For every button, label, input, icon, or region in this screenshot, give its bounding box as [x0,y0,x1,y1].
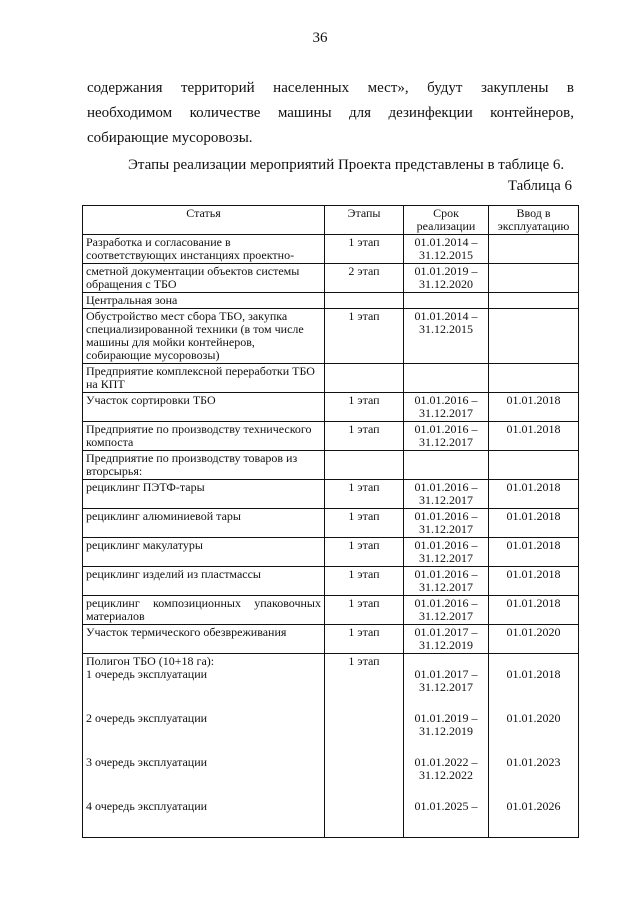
cell-period: 01.01.2016 – 31.12.2017 [404,509,489,538]
polygon-stage-period: 01.01.2019 – 31.12.2019 [414,711,478,738]
cell-stage: 1 этап [325,596,404,625]
cell-period [404,451,489,480]
polygon-stage-commissioning: 01.01.2020 [506,711,561,725]
cell-stage: 1 этап [325,509,404,538]
table-row [83,596,579,625]
table-header-row [83,206,579,235]
table-row [83,625,579,654]
cell-stage: 1 этап [325,422,404,451]
cell-period: 01.01.2016 – 31.12.2017 [404,538,489,567]
polygon-stage-period: 01.01.2017 – 31.12.2017 [414,667,478,694]
cell-stage: 1 этап [325,235,404,264]
polygon-stage-period: 01.01.2022 – 31.12.2022 [414,755,478,782]
header-commissioning: Ввод в эксплуатацию [489,206,579,235]
cell-period: 01.01.2019 – 31.12.2020 [404,264,489,293]
cell-stage: 1 этап [325,393,404,422]
cell-commissioning [489,309,579,364]
cell-commissioning [489,451,579,480]
table-row [83,235,579,264]
cell-stage: 1 этап [325,480,404,509]
cell-stage: 1 этап [325,538,404,567]
cell-period: 01.01.2016 – 31.12.2017 [404,567,489,596]
table-row [83,309,579,364]
polygon-cell-stage: 1 этап [325,654,404,838]
polygon-title: Полигон ТБО (10+18 га): [86,654,215,668]
cell-period: 01.01.2016 – 31.12.2017 [404,393,489,422]
stages-table [82,205,579,838]
cell-period [404,364,489,393]
cell-article: Участок термического обезвреживания [83,625,325,654]
cell-period: 01.01.2014 – 31.12.2015 [404,235,489,264]
paragraph-1-line-1: содержания территорий населенных мест», будут закуплены в [87,80,574,96]
cell-article: Предприятие по производству технического компоста [83,422,325,451]
polygon-stage-label: 3 очередь эксплуатации [86,755,208,769]
polygon-stage-label: 4 очередь эксплуатации [86,799,208,813]
cell-commissioning: 01.01.2020 [489,625,579,654]
polygon-stage-label: 2 очередь эксплуатации [86,711,208,725]
cell-stage [325,451,404,480]
cell-commissioning: 01.01.2018 [489,596,579,625]
table-row [83,538,579,567]
polygon-cell-article [83,654,325,838]
cell-article: Обустройство мест сбора ТБО, закупка специализированной техники (в том числе машины для мойки контейнеров, собирающие мусоровозы) [83,309,325,364]
paragraph-1-line-2: необходимом количестве машины для дезинфекции контейнеров, [87,105,574,121]
paragraph-2: Этапы реализации мероприятий Проекта представлены в таблице 6. [128,157,565,173]
cell-period [404,293,489,309]
cell-period: 01.01.2016 – 31.12.2017 [404,422,489,451]
polygon-stage-label: 1 очередь эксплуатации [86,667,208,681]
cell-commissioning [489,364,579,393]
table-row [83,264,579,293]
page-number: 36 [312,30,328,46]
table-row [83,451,579,480]
cell-stage [325,293,404,309]
header-article: Статья [83,206,325,235]
cell-article: рециклинг макулатуры [83,538,325,567]
cell-commissioning: 01.01.2018 [489,422,579,451]
paragraph-1 [87,76,574,151]
cell-commissioning [489,235,579,264]
cell-stage: 1 этап [325,309,404,364]
cell-article: рециклинг композиционных упаковочных материалов [83,596,325,625]
cell-article: сметной документации объектов системы обращения с ТБО [83,264,325,293]
table-row [83,293,579,309]
polygon-stage-commissioning: 01.01.2026 [506,799,561,813]
polygon-stage-commissioning: 01.01.2018 [506,667,561,681]
cell-article: рециклинг ПЭТФ-тары [83,480,325,509]
cell-article: Предприятие по производству товаров из вторсырья: [83,451,325,480]
cell-stage [325,364,404,393]
cell-commissioning: 01.01.2018 [489,567,579,596]
cell-stage: 2 этап [325,264,404,293]
cell-article: Центральная зона [83,293,325,309]
table-caption: Таблица 6 [507,178,572,194]
cell-commissioning [489,293,579,309]
cell-article: Участок сортировки ТБО [83,393,325,422]
polygon-stage-commissioning: 01.01.2023 [506,755,561,769]
header-stages: Этапы [325,206,404,235]
paragraph-1-line-3: собирающие мусоровозы. [87,130,253,146]
cell-commissioning: 01.01.2018 [489,393,579,422]
cell-commissioning: 01.01.2018 [489,480,579,509]
cell-period: 01.01.2016 – 31.12.2017 [404,596,489,625]
cell-stage: 1 этап [325,625,404,654]
cell-article: Разработка и согласование в соответствующих инстанциях проектно- [83,235,325,264]
cell-article: рециклинг изделий из пластмассы [83,567,325,596]
table-row [83,393,579,422]
table-row [83,480,579,509]
table-row [83,567,579,596]
cell-article: Предприятие комплексной переработки ТБО на КПТ [83,364,325,393]
table-row [83,422,579,451]
header-period: Срок реализации [404,206,489,235]
cell-period: 01.01.2017 – 31.12.2019 [404,625,489,654]
cell-period: 01.01.2016 – 31.12.2017 [404,480,489,509]
table-row [83,364,579,393]
cell-stage: 1 этап [325,567,404,596]
polygon-row [83,654,579,838]
cell-commissioning: 01.01.2018 [489,509,579,538]
cell-commissioning [489,264,579,293]
cell-article: рециклинг алюминиевой тары [83,509,325,538]
cell-period: 01.01.2014 – 31.12.2015 [404,309,489,364]
polygon-cell-period [404,654,489,838]
polygon-cell-commissioning [489,654,579,838]
table-row [83,509,579,538]
cell-commissioning: 01.01.2018 [489,538,579,567]
polygon-stage-period: 01.01.2025 – [414,799,478,813]
